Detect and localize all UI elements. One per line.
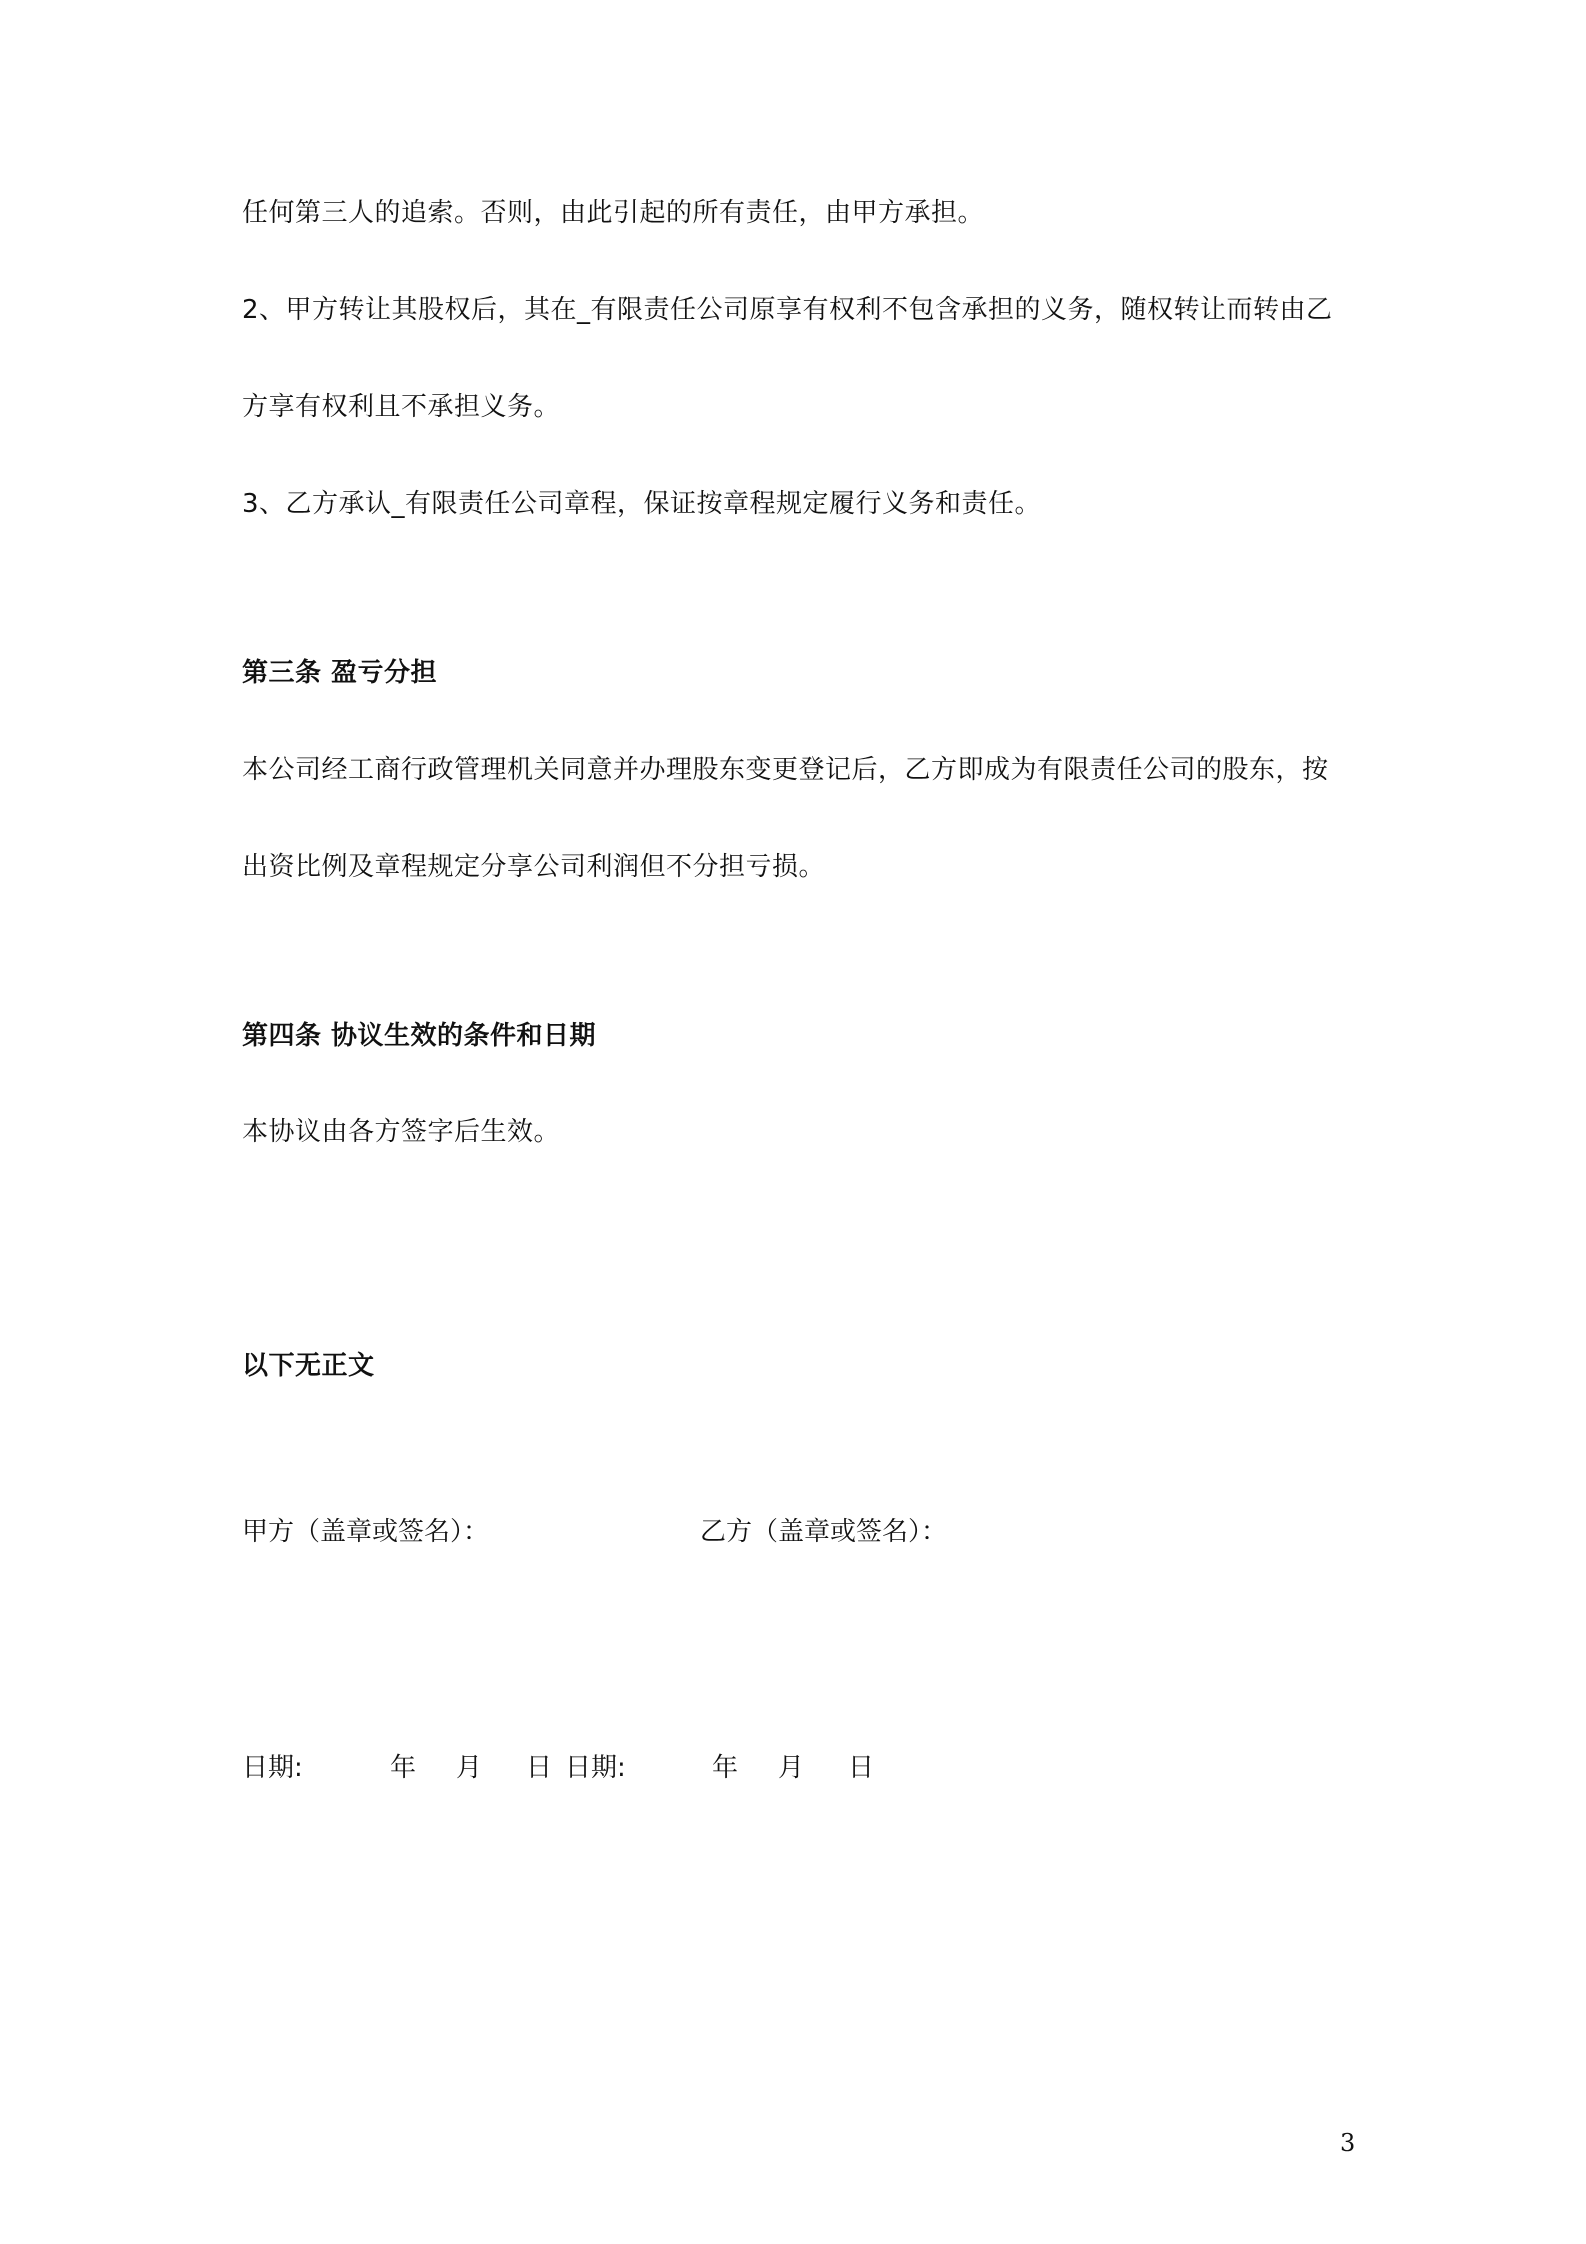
party-b-date-month: 月 bbox=[778, 1753, 805, 1783]
party-b-date-label: 日期: bbox=[565, 1753, 626, 1783]
no-more-text-note: 以下无正文 bbox=[242, 1351, 375, 1381]
party-a-date-label: 日期: bbox=[242, 1753, 303, 1783]
page-number: 3 bbox=[1340, 2129, 1356, 2157]
article-3-line-2: 出资比例及章程规定分享公司利润但不分担亏损。 bbox=[242, 852, 826, 882]
party-b-date-day: 日 bbox=[848, 1753, 875, 1783]
party-a-date-month: 月 bbox=[456, 1753, 483, 1783]
clause-2-line-2: 方享有权利且不承担义务。 bbox=[242, 392, 561, 422]
party-a-signature-label: 甲方（盖章或签名）： bbox=[242, 1517, 490, 1547]
article-3-line-1: 本公司经工商行政管理机关同意并办理股东变更登记后，乙方即成为有限责任公司的股东，按 bbox=[242, 755, 1329, 785]
clause-2-line-1: 2、甲方转让其股权后，其在_有限责任公司原享有权利不包含承担的义务，随权转让而转由乙 bbox=[242, 295, 1333, 325]
article-4-heading: 第四条 协议生效的条件和日期 bbox=[242, 1021, 597, 1051]
paragraph-liability: 任何第三人的追索。否则，由此引起的所有责任，由甲方承担。 bbox=[242, 198, 985, 228]
article-4-text: 本协议由各方签字后生效。 bbox=[242, 1117, 561, 1147]
party-b-date-year: 年 bbox=[712, 1753, 739, 1783]
party-a-date-year: 年 bbox=[390, 1753, 417, 1783]
article-3-heading: 第三条 盈亏分担 bbox=[242, 658, 438, 688]
party-b-signature-label: 乙方（盖章或签名）： bbox=[700, 1517, 948, 1547]
party-a-date-day: 日 bbox=[526, 1753, 553, 1783]
clause-3: 3、乙方承认_有限责任公司章程，保证按章程规定履行义务和责任。 bbox=[242, 489, 1042, 519]
